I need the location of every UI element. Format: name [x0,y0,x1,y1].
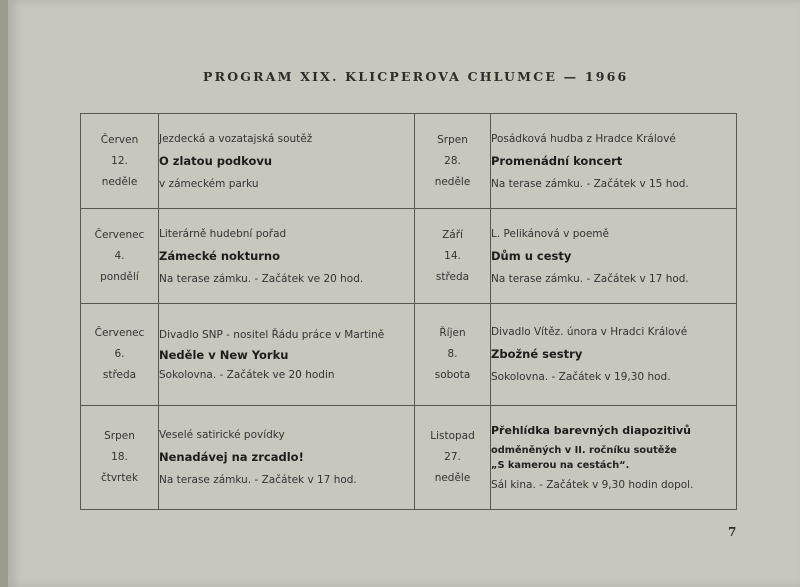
day: 8. [447,348,458,360]
day: 12. [111,154,128,167]
date-cell [415,114,491,209]
event-name: Nenadávej na zrcadlo! [159,450,304,464]
day: 28. [444,154,461,167]
month: Červenec [94,228,145,241]
date-cell [81,209,159,304]
table-row [81,209,737,304]
table-row [81,406,737,510]
weekday: neděle [434,472,471,484]
month: Září [442,228,463,241]
date-cell [81,114,159,209]
event-cell [491,406,737,510]
month: Srpen [437,133,468,146]
month: Srpen [104,430,135,442]
weekday: pondělí [100,270,139,283]
date-cell [415,406,491,510]
month: Červenec [94,327,145,339]
event-name: Přehlídka barevných diapozitivů [491,423,691,437]
event-intro: Divadlo SNP - nositel Řádu práce v Martině [159,328,385,341]
event-intro: Veselé satirické povídky [159,429,285,441]
month: Listopad [430,430,475,442]
event-venue: Na terase zámku. - Začátek v 15 hod. [491,177,689,190]
event-venue: Sokolovna. - Začátek ve 20 hodin [159,368,335,381]
event-cell [159,304,415,406]
event-description-line: „S kamerou na cestách“. [491,459,630,471]
event-cell [159,209,415,304]
date-cell [415,209,491,304]
event-name: Neděle v New Yorku [159,347,289,362]
event-venue: Na terase zámku. - Začátek ve 20 hod. [159,272,364,285]
event-intro: Jezdecká a vozatajská soutěž [159,132,313,145]
day: 14. [444,249,461,262]
weekday: neděle [434,175,471,188]
event-name: Zámecké nokturno [159,248,281,263]
event-name: O zlatou podkovu [159,153,273,168]
weekday: sobota [434,369,471,381]
weekday: středa [435,270,470,283]
event-cell [491,209,737,304]
program-page [8,0,800,587]
event-venue: Sál kina. - Začátek v 9,30 hodin dopol. [491,478,694,491]
weekday: čtvrtek [100,472,139,484]
date-cell [81,304,159,406]
event-cell [159,406,415,510]
day: 4. [114,249,125,262]
event-name: Dům u cesty [491,248,572,263]
event-venue: Na terase zámku. - Začátek v 17 hod. [491,272,689,285]
page-number: 7 [728,525,737,539]
event-intro: L. Pelikánová v poemě [491,227,609,240]
month: Červen [100,133,139,146]
day: 6. [114,348,125,360]
page-title: PROGRAM XIX. KLICPEROVA CHLUMCE — 1966 [203,69,629,84]
event-cell [491,304,737,406]
event-intro: Divadlo Vítěz. února v Hradci Králové [491,326,688,338]
day: 27. [444,451,461,463]
table-row [81,114,737,209]
event-cell [491,114,737,209]
event-venue: v zámeckém parku [159,177,259,190]
event-venue: Sokolovna. - Začátek v 19,30 hod. [491,371,671,383]
program-table [80,113,737,510]
weekday: neděle [101,175,138,188]
event-description-line: odměněných v II. ročníku soutěže [491,444,677,456]
date-cell [415,304,491,406]
event-cell [159,114,415,209]
date-cell [81,406,159,510]
day: 18. [111,451,128,463]
weekday: středa [102,369,137,381]
event-intro: Literárně hudební pořad [159,227,287,240]
event-intro: Posádková hudba z Hradce Králové [491,132,676,145]
event-name: Promenádní koncert [491,153,623,168]
table-row [81,304,737,406]
month: Říjen [439,327,466,339]
event-name: Zbožné sestry [491,347,583,361]
event-venue: Na terase zámku. - Začátek v 17 hod. [159,474,357,486]
